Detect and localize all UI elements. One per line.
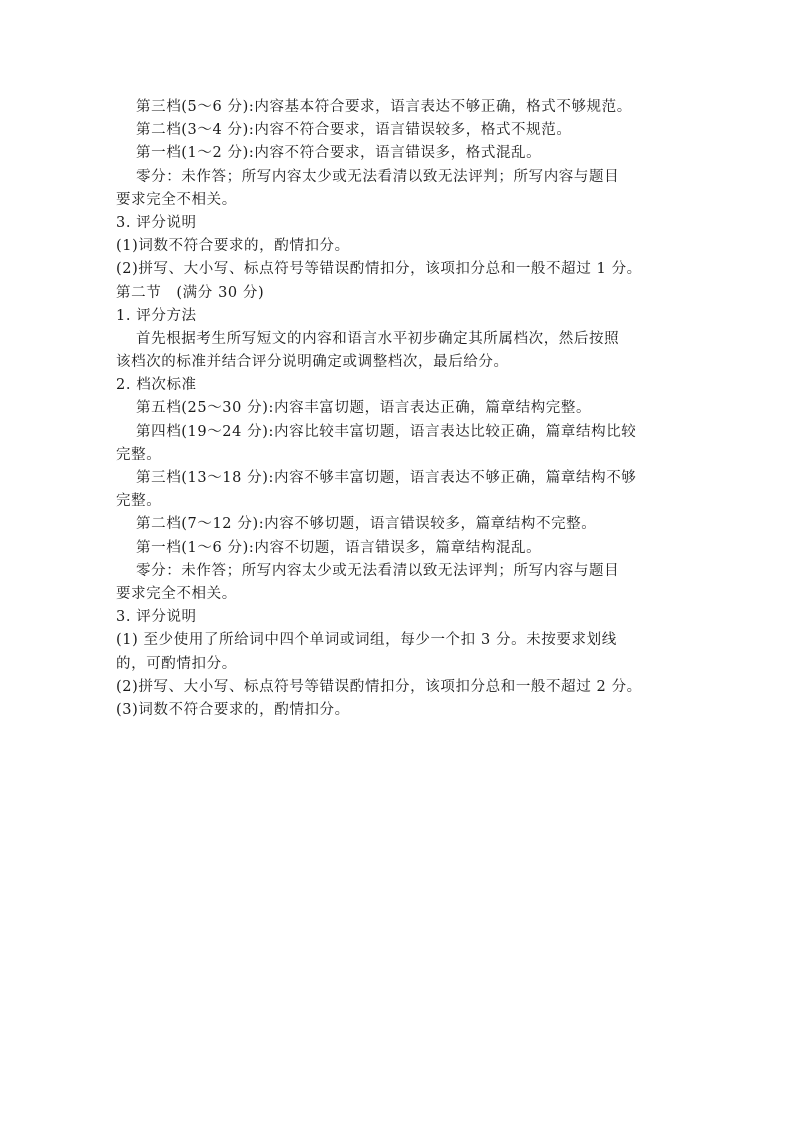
text-line: (2)拼写、大小写、标点符号等错误酌情扣分，该项扣分总和一般不超过 2 分。 <box>116 678 642 695</box>
text-line: (3)词数不符合要求的，酌情扣分。 <box>116 701 350 718</box>
text-line: 零分：未作答；所写内容太少或无法看清以致无法评判；所写内容与题目 <box>136 562 620 579</box>
text-line: 该档次的标准并结合评分说明确定或调整档次，最后给分。 <box>116 354 509 371</box>
document-page <box>116 96 696 722</box>
text-line: 完整。 <box>116 446 162 463</box>
text-line: (2)拼写、大小写、标点符号等错误酌情扣分，该项扣分总和一般不超过 1 分。 <box>116 261 642 278</box>
text-line: 第一档(1～6 分):内容不切题，语言错误多，篇章结构混乱。 <box>136 539 542 556</box>
text-line: 第二档(3～4 分):内容不符合要求，语言错误较多，格式不规范。 <box>136 122 572 139</box>
section-heading: 2. 档次标准 <box>116 377 197 394</box>
text-line: 第二档(7～12 分):内容不够切题，语言错误较多，篇章结构不完整。 <box>136 516 597 533</box>
text-line: (1)词数不符合要求的，酌情扣分。 <box>116 238 350 255</box>
section-title: 第二节 (满分 30 分) <box>116 284 265 301</box>
text-line: 要求完全不相关。 <box>116 585 237 602</box>
text-line: 首先根据考生所写短文的内容和语言水平初步确定其所属档次，然后按照 <box>136 330 620 347</box>
text-line: (1) 至少使用了所给词中四个单词或词组，每少一个扣 3 分。未按要求划线 <box>116 632 617 649</box>
text-line: 的，可酌情扣分。 <box>116 655 237 672</box>
section-heading: 1. 评分方法 <box>116 307 197 324</box>
text-line: 第五档(25～30 分):内容丰富切题，语言表达正确，篇章结构完整。 <box>136 400 592 417</box>
text-line: 第四档(19～24 分):内容比较丰富切题，语言表达比较正确，篇章结构比较 <box>136 423 637 440</box>
text-line: 要求完全不相关。 <box>116 191 237 208</box>
text-line: 零分：未作答；所写内容太少或无法看清以致无法评判；所写内容与题目 <box>136 168 620 185</box>
section-heading: 3. 评分说明 <box>116 609 197 626</box>
text-line: 第三档(13～18 分):内容不够丰富切题，语言表达不够正确，篇章结构不够 <box>136 470 637 486</box>
text-line: 完整。 <box>116 493 162 510</box>
text-line: 第一档(1～2 分):内容不符合要求，语言错误多，格式混乱。 <box>136 145 542 162</box>
text-line: 第三档(5～6 分):内容基本符合要求，语言表达不够正确，格式不够规范。 <box>136 99 632 115</box>
section-heading: 3. 评分说明 <box>116 214 197 231</box>
